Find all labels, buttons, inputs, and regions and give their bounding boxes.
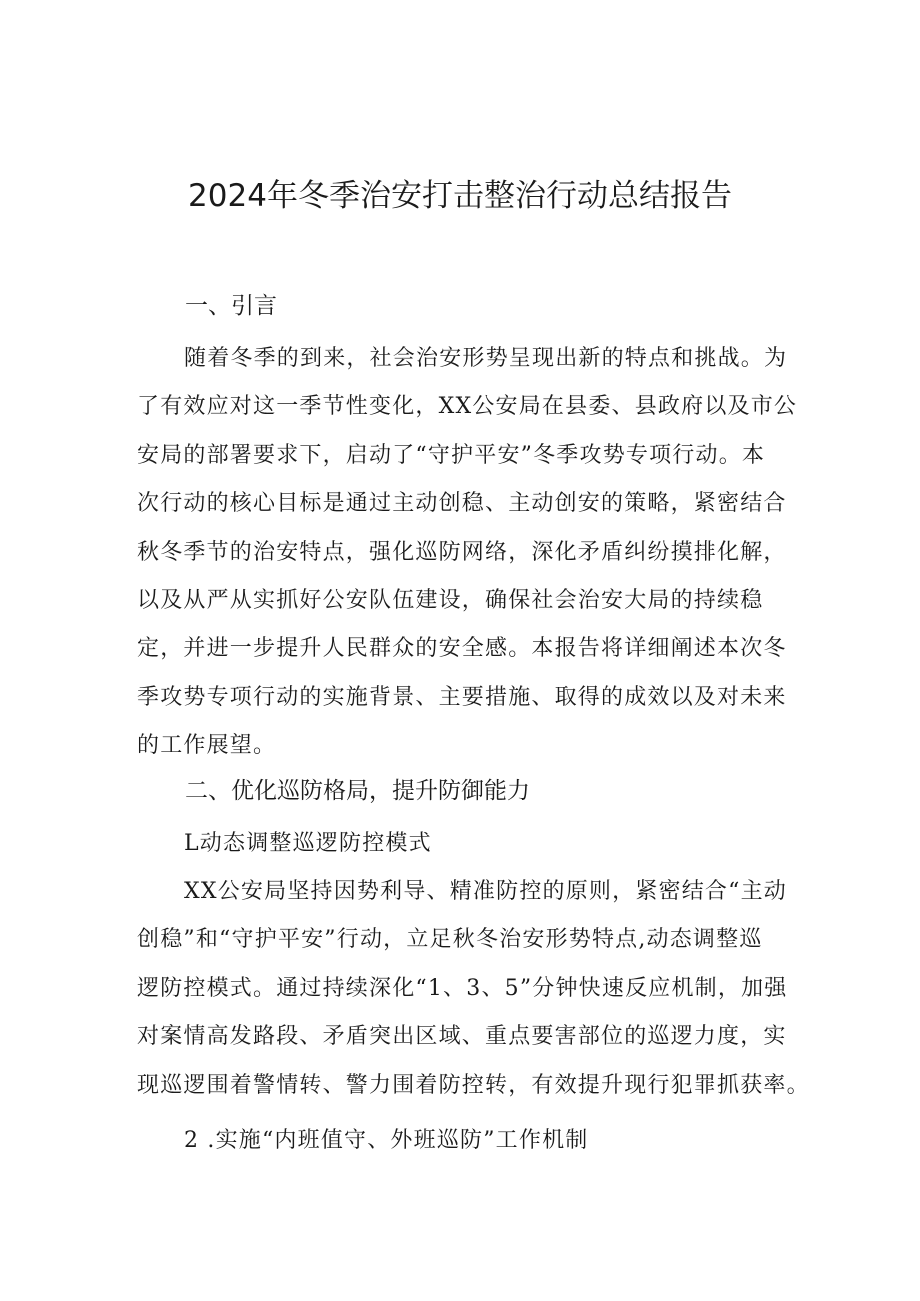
- section-1-paragraph-line: 的工作展望。: [137, 733, 277, 758]
- section-2-heading: 二、优化巡防格局，提升防御能力: [185, 778, 530, 804]
- section-1-paragraph-line: 定，并进一步提升人民群众的安全感。本报告将详细阐述本次冬: [137, 636, 787, 661]
- section-1-paragraph-line: 了有效应对这一季节性变化，XX公安局在县委、县政府以及市公: [137, 394, 798, 419]
- section-2-paragraph-line: 对案情高发路段、矛盾突出区域、重点要害部位的巡逻力度，实: [137, 1024, 787, 1049]
- section-2-paragraph-line: 现巡逻围着警情转、警力围着防控转，有效提升现行犯罪抓获率。: [137, 1073, 810, 1098]
- section-2-subheading-2: 2 .实施“内班值守、外班巡防”工作机制: [184, 1128, 589, 1153]
- section-1-paragraph-line: 随着冬季的到来，社会治安形势呈现出新的特点和挑战。为: [184, 346, 788, 371]
- document-title: 2024年冬季治安打击整治行动总结报告: [188, 178, 732, 214]
- section-1-paragraph-line: 季攻势专项行动的实施背景、主要措施、取得的成效以及对未来: [137, 685, 787, 710]
- section-1-paragraph-line: 以及从严从实抓好公安队伍建设，确保社会治安大局的持续稳: [137, 588, 764, 613]
- section-1-paragraph-line: 秋冬季节的治安特点，强化巡防网络，深化矛盾纠纷摸排化解，: [137, 540, 787, 565]
- section-1-paragraph-line: 次行动的核心目标是通过主动创稳、主动创安的策略，紧密结合: [137, 491, 787, 516]
- section-2-paragraph-line: XX公安局坚持因势利导、精准防控的原则，紧密结合“主动: [184, 879, 787, 904]
- section-2-subheading-1: L动态调整巡逻防控模式: [184, 831, 432, 856]
- section-1-paragraph-line: 安局的部署要求下，启动了“守护平安”冬季攻势专项行动。本: [137, 443, 766, 468]
- section-1-heading: 一、引言: [185, 293, 277, 319]
- section-2-paragraph-line: 创稳”和“守护平安”行动，立足秋冬治安形势特点,动态调整巡: [137, 927, 763, 952]
- section-2-paragraph-line: 逻防控模式。通过持续深化“1、3、5”分钟快速反应机制，加强: [137, 976, 788, 1001]
